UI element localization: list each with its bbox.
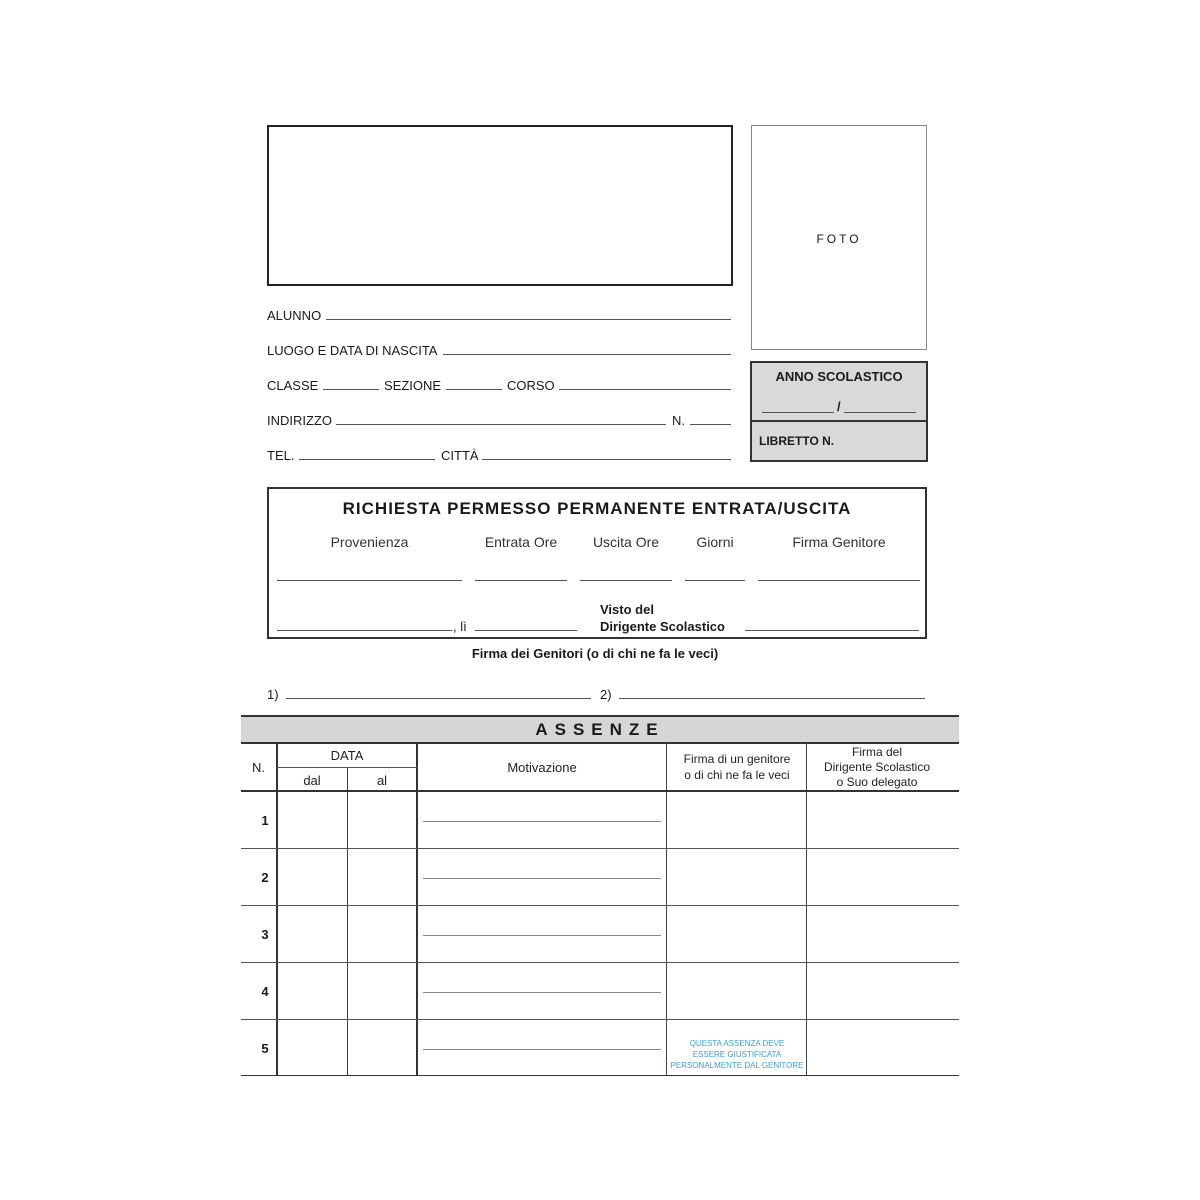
libretto-label: LIBRETTO N. <box>759 434 835 448</box>
table-vline-motivazione <box>416 742 418 1076</box>
label-classe: CLASSE <box>267 378 319 393</box>
label-corso: CORSO <box>507 378 555 393</box>
label-indirizzo: INDIRIZZO <box>267 413 332 428</box>
label-firma-2: 2) <box>600 687 612 702</box>
anno-scolastico-label: ANNO SCOLASTICO <box>775 369 903 384</box>
motivazione-line[interactable] <box>423 1049 661 1050</box>
label-visto-del: Visto del <box>600 602 654 617</box>
field-numero[interactable] <box>690 424 731 425</box>
label-numero: N. <box>672 413 685 428</box>
field-firma-2[interactable] <box>619 698 925 699</box>
anno-slash: / <box>837 399 841 414</box>
field-sezione[interactable] <box>446 389 502 390</box>
table-header-bottom <box>241 790 959 792</box>
field-classe[interactable] <box>323 389 379 390</box>
field-giorni[interactable] <box>685 580 745 581</box>
photo-label: FOTO <box>816 232 862 246</box>
note-line: QUESTA ASSENZA DEVE <box>689 1039 785 1048</box>
photo-box <box>751 125 927 350</box>
assenze-title-band <box>241 715 959 744</box>
label-firma-1: 1) <box>267 687 279 702</box>
field-citta[interactable] <box>482 459 731 460</box>
field-indirizzo[interactable] <box>336 424 666 425</box>
richiesta-title: RICHIESTA PERMESSO PERMANENTE ENTRATA/USCITA <box>342 499 852 518</box>
field-visto-dirigente[interactable] <box>745 630 919 631</box>
col-entrata-ore: Entrata Ore <box>484 534 558 550</box>
th-firma-genitore-2: o di chi ne fa le veci <box>684 768 790 782</box>
motivazione-line[interactable] <box>423 878 661 879</box>
field-tel[interactable] <box>299 459 435 460</box>
label-dirigente-scolastico: Dirigente Scolastico <box>600 619 725 634</box>
row-number: 5 <box>261 1041 269 1056</box>
table-bottom <box>241 1075 959 1076</box>
note-line: PERSONALMENTE DAL GENITORE <box>670 1061 804 1070</box>
field-uscita-ore[interactable] <box>580 580 672 581</box>
header-blank-box <box>267 125 733 286</box>
table-vline-firma-genitore <box>666 742 667 1076</box>
richiesta-permesso-box <box>267 487 927 639</box>
table-vline-dal-al <box>347 767 348 1076</box>
th-data: DATA <box>330 748 364 763</box>
row-separator <box>241 848 959 849</box>
th-firma-dirigente-3: o Suo delegato <box>836 775 918 789</box>
field-firma-1[interactable] <box>286 698 591 699</box>
row-number: 3 <box>261 927 269 942</box>
col-firma-genitore: Firma Genitore <box>792 534 886 550</box>
table-vline-n <box>276 742 278 1076</box>
row-number: 1 <box>261 813 269 828</box>
th-firma-dirigente-2: Dirigente Scolastico <box>823 760 931 774</box>
th-al: al <box>376 773 388 788</box>
th-firma-dirigente-1: Firma del <box>851 745 902 759</box>
table-data-subline <box>277 767 417 768</box>
th-motivazione: Motivazione <box>507 760 577 775</box>
label-citta: CITTÀ <box>441 448 479 463</box>
field-entrata-ore[interactable] <box>475 580 567 581</box>
label-tel: TEL. <box>267 448 295 463</box>
col-uscita-ore: Uscita Ore <box>592 534 660 550</box>
field-provenienza[interactable] <box>277 580 462 581</box>
label-luogo-data-nascita: LUOGO E DATA DI NASCITA <box>267 343 438 358</box>
anno-scolastico-box <box>750 361 928 462</box>
field-luogo-data-nascita[interactable] <box>443 354 731 355</box>
field-luogo[interactable] <box>277 630 452 631</box>
row-number: 4 <box>261 984 269 999</box>
th-firma-genitore-1: Firma di un genitore <box>683 752 791 766</box>
anno-divider <box>752 420 926 422</box>
row-separator <box>241 905 959 906</box>
field-corso[interactable] <box>559 389 731 390</box>
label-alunno: ALUNNO <box>267 308 322 323</box>
assenze-title: ASSENZE <box>535 720 665 739</box>
firma-genitori-heading: Firma dei Genitori (o di chi ne fa le veci) <box>471 646 719 661</box>
row5-note <box>668 1038 806 1071</box>
row-separator <box>241 962 959 963</box>
label-sezione: SEZIONE <box>384 378 442 393</box>
label-li: , lì <box>453 619 467 634</box>
col-giorni: Giorni <box>696 534 734 550</box>
field-data[interactable] <box>475 630 577 631</box>
motivazione-line[interactable] <box>423 935 661 936</box>
motivazione-line[interactable] <box>423 821 661 822</box>
table-vline-firma-dirigente <box>806 742 807 1076</box>
note-line: ESSERE GIUSTIFICATA <box>692 1050 782 1059</box>
col-provenienza: Provenienza <box>330 534 409 550</box>
th-n: N. <box>252 760 265 775</box>
field-anno-start[interactable] <box>762 412 834 413</box>
field-anno-end[interactable] <box>844 412 916 413</box>
field-alunno[interactable] <box>326 319 731 320</box>
row-separator <box>241 1019 959 1020</box>
row-number: 2 <box>261 870 269 885</box>
motivazione-line[interactable] <box>423 992 661 993</box>
field-firma-genitore[interactable] <box>758 580 920 581</box>
th-dal: dal <box>303 773 321 788</box>
